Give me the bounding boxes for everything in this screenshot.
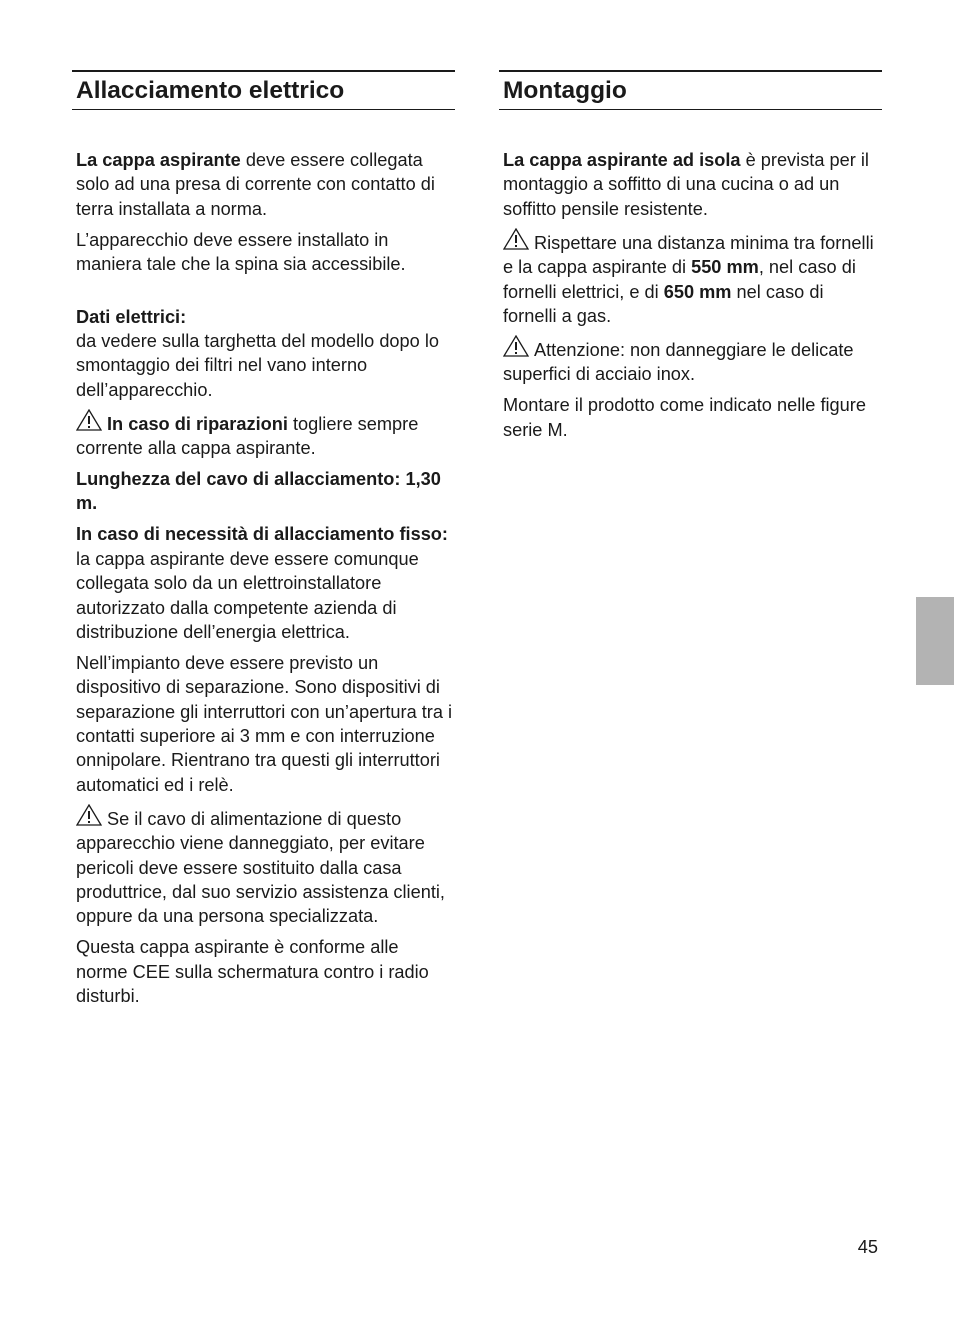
text: deve essere collegata solo ad una presa di corrente con contatto di terra installata a norma. bbox=[76, 150, 435, 219]
bold-text: In caso di necessità di allacciamento fisso: bbox=[76, 524, 448, 545]
text: da vedere sulla targhetta del modello dopo lo smontaggio dei filtri nel vano interno dell’apparecchio. bbox=[76, 330, 439, 400]
text: la cappa aspirante deve essere comunque collegata solo da un elettroinstallatore autorizzato dalla competente azienda di distribuzione dell’energia elettrica. bbox=[76, 548, 419, 642]
paragraph bbox=[503, 228, 882, 329]
text: togliere sempre corrente alla cappa aspirante. bbox=[76, 413, 419, 459]
text: Attenzione: non danneggiare le delicate superfici di acciaio inox. bbox=[503, 339, 854, 385]
paragraph bbox=[76, 148, 455, 221]
bold-text: La cappa aspirante bbox=[76, 150, 241, 170]
paragraph bbox=[76, 305, 455, 403]
bold-text: 650 mm bbox=[663, 281, 732, 302]
page-number: 45 bbox=[857, 1237, 878, 1257]
section-heading-electrical: Allacciamento elettrico bbox=[72, 70, 455, 110]
paragraph bbox=[76, 522, 455, 644]
bold-text: In caso di riparazioni bbox=[107, 413, 288, 434]
warning-icon bbox=[76, 804, 102, 826]
paragraph bbox=[503, 335, 882, 387]
text: Se il cavo di alimentazione di questo apparecchio viene danneggiato, per evitare pericoli deve essere sostituito dalla casa produttrice, dal suo servizio assistenza clienti, oppure da una persona specializzata. bbox=[76, 808, 445, 927]
left-column bbox=[72, 70, 455, 1015]
bold-text: La cappa aspirante ad isola bbox=[503, 150, 741, 170]
text: Rispettare una distanza minima tra fornelli e la cappa aspirante di bbox=[503, 232, 874, 278]
right-column bbox=[499, 70, 882, 448]
warning-icon bbox=[503, 228, 529, 250]
section-body-electrical bbox=[72, 148, 455, 1009]
bold-text: 550 mm bbox=[691, 257, 759, 278]
paragraph: Questa cappa aspirante è conforme alle norme CEE sulla schermatura contro i radio disturbi. bbox=[76, 937, 429, 1007]
paragraph: Nell’impianto deve essere previsto un dispositivo di separazione. Sono dispositivi di separazione gli interruttori con un’apertura tra i contatti superiore ai 3 mm e con interruzione onnipolare. Rientrano tra questi gli interruttori automatici ed i relè. bbox=[76, 652, 453, 795]
paragraph bbox=[76, 467, 455, 516]
warning-icon bbox=[503, 335, 529, 357]
paragraph bbox=[503, 148, 882, 221]
text: nel caso di fornelli a gas. bbox=[503, 281, 824, 326]
bold-text: Dati elettrici: bbox=[76, 306, 187, 327]
bold-text: Lunghezza del cavo di allacciamento: 1,30 m. bbox=[76, 468, 441, 514]
warning-icon bbox=[76, 409, 102, 431]
paragraph bbox=[76, 409, 455, 461]
text: è prevista per il montaggio a soffitto di una cucina o ad un soffitto pensile resistente. bbox=[503, 150, 869, 219]
paragraph bbox=[76, 804, 455, 929]
language-tab-marker bbox=[916, 597, 954, 685]
text: , nel caso di fornelli elettrici, e di bbox=[503, 257, 856, 302]
paragraph: Montare il prodotto come indicato nelle figure serie M. bbox=[503, 395, 866, 440]
paragraph: L’apparecchio deve essere installato in maniera tale che la spina sia accessibile. bbox=[76, 229, 406, 275]
section-body-mounting bbox=[499, 148, 882, 442]
section-heading-mounting: Montaggio bbox=[499, 70, 882, 110]
